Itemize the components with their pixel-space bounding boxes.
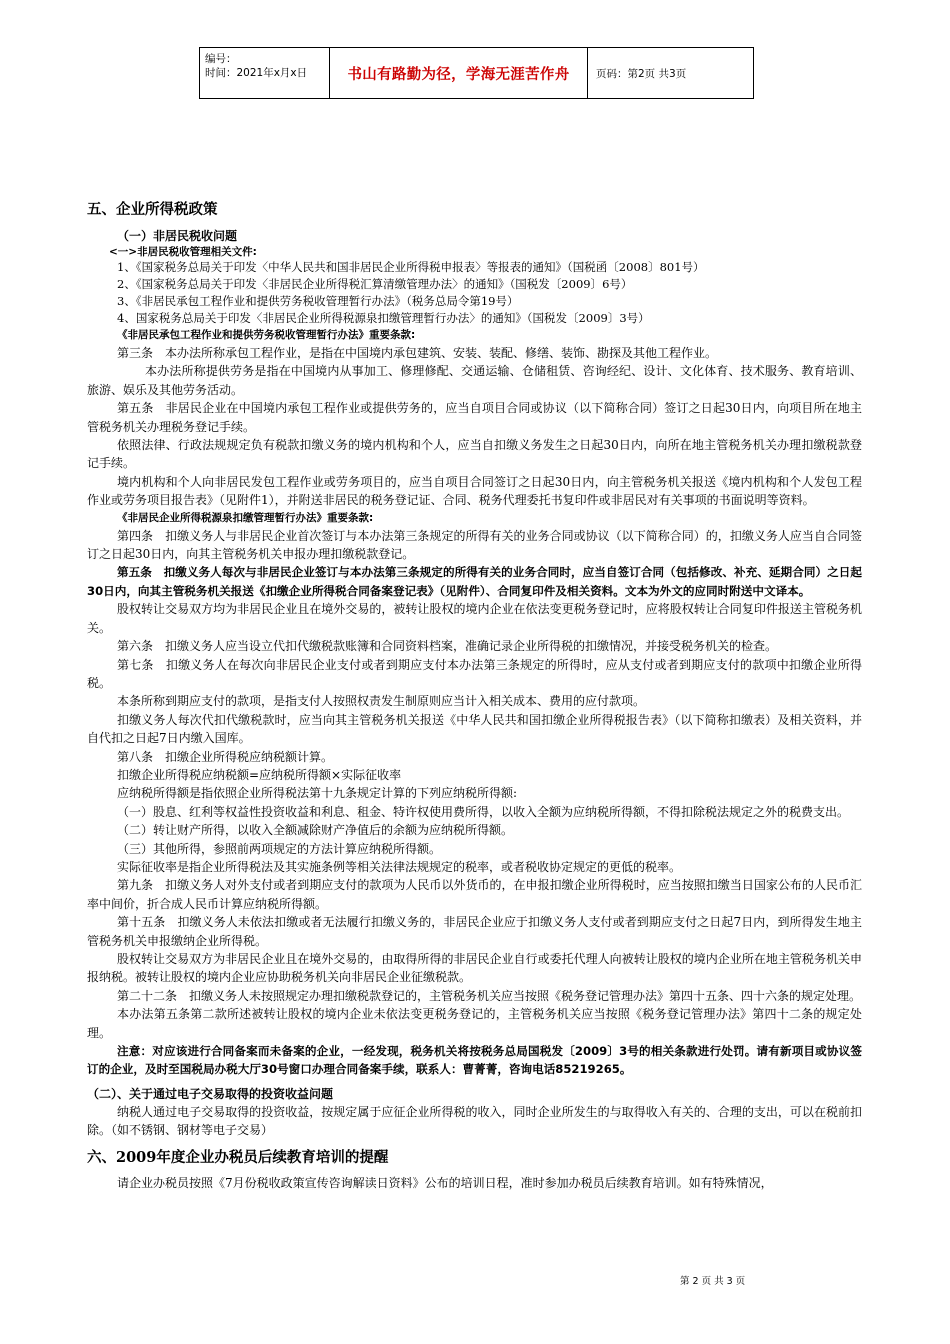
header-number-label: 编号： bbox=[205, 53, 237, 65]
law1-para: 境内机构和个人向非居民发包工程作业或劳务项目的，应当自项目合同签订之日起30日内，向主管税务机关报送《境内机构和个人发包工程作业或劳务项目报告表》（见附件1），并附送非居民的税务登记证、合同、税务代理委托书复印件或非居民对有关事项的书面说明等资料。 bbox=[87, 474, 862, 508]
law2-para: 扣缴企业所得税应纳税额=应纳税所得额×实际征收率 bbox=[117, 767, 402, 782]
docs-list bbox=[87, 259, 862, 327]
header-motto: 书山有路勤为径，学海无涯苦作舟 bbox=[330, 48, 588, 98]
page-header bbox=[199, 47, 754, 99]
list-item: 2、《国家税务总局关于印发〈非居民企业所得税汇算清缴管理办法〉的通知》（国税发〔2009〕6号） bbox=[117, 277, 633, 291]
law2-para: 第九条 扣缴义务人对外支付或者到期应支付的款项为人民币以外货币的，在申报扣缴企业所得税时，应当按照扣缴当日国家公布的人民币汇率中间价，折合成人民币计算应纳税所得额。 bbox=[87, 878, 862, 911]
notice-para: 注意：对应该进行合同备案而未备案的企业，一经发现，税务机关将按税务总局国税发〔2009〕3号的相关条款进行处罚。请有新项目或协议签订的企业，及时至国税局办税大厅30号窗口办理合同备案手续，联系人：曹菁菁，咨询电话85219265。 bbox=[87, 1044, 862, 1077]
page-footer: 第 2 页 共 3 页 bbox=[680, 1276, 746, 1287]
law2-para: 股权转让交易双方为非居民企业且在境外交易的，由取得所得的非居民企业自行或委托代理人向被转让股权的境内企业所在地主管税务机关申报纳税。被转让股权的境内企业应协助税务机关向非居民企业征缴税款。 bbox=[87, 952, 862, 985]
law1-title: 《非居民承包工程作业和提供劳务税收管理暂行办法》重要条款: bbox=[117, 329, 416, 341]
section5-sub2: （二）、关于通过电子交易取得的投资收益问题 bbox=[87, 1086, 334, 1101]
law2-para: 股权转让交易双方均为非居民企业且在境外交易的，被转让股权的境内企业在依法变更税务登记时，应将股权转让合同复印件报送主管税务机关。 bbox=[87, 602, 862, 635]
law2-para: 实际征收率是指企业所得税法及其实施条例等相关法律法规规定的税率，或者税收协定规定的更低的税率。 bbox=[117, 859, 682, 874]
law2-para: 第八条 扣缴企业所得税应纳税额计算。 bbox=[117, 749, 334, 764]
law2-para: 第七条 扣缴义务人在每次向非居民企业支付或者到期应支付本办法第三条规定的所得时，应从支付或者到期应支付的款项中扣缴企业所得税。 bbox=[87, 657, 862, 690]
law2-para: 第四条 扣缴义务人与非居民企业首次签订与本办法第三条规定的所得有关的业务合同或协议（以下简称合同）的，扣缴义务人应当自合同签订之日起30日内，向其主管税务机关申报办理扣缴税款登记。 bbox=[87, 528, 862, 562]
law1-para: 第三条 本办法所称承包工程作业，是指在中国境内承包建筑、安装、装配、修缮、装饰、勘探及其他工程作业。 bbox=[117, 346, 718, 360]
header-date-label: 时间：2021年x月x日 bbox=[205, 67, 308, 79]
law1-para: 本办法所称提供劳务是指在中国境内从事加工、修理修配、交通运输、仓储租赁、咨询经纪、设计、文化体育、技术服务、教育培训、旅游、娱乐及其他劳务活动。 bbox=[87, 364, 862, 397]
document-body bbox=[87, 200, 862, 1192]
section6-para: 请企业办税员按照《7月份税收政策宣传咨询解读日资料》公布的培训日程，准时参加办税员后续教育培训。如有特殊情况， bbox=[117, 1175, 773, 1190]
law2-para: 第二十二条 扣缴义务人未按照规定办理扣缴税款登记的，主管税务机关应当按照《税务登记管理办法》第四十五条、四十六条的规定处理。 bbox=[117, 988, 862, 1003]
sub2-para: 纳税人通过电子交易取得的投资收益，按规定属于应征企业所得税的收入，同时企业所发生的与取得收入有关的、合理的支出，可以在税前扣除。（如不锈钢、钢材等电子交易） bbox=[87, 1104, 862, 1138]
law2-bold-para: 第五条 扣缴义务人每次与非居民企业签订与本办法第三条规定的所得有关的业务合同时，应当自签订合同（包括修改、补充、延期合同）之日起30日内，向其主管税务机关报送《扣缴企业所得税合同备案登记表》（见附件）、合同复印件及相关资料。文本为外文的应同时附送中文译本。 bbox=[87, 565, 862, 598]
docs-title: <一>非居民税收管理相关文件: bbox=[109, 246, 257, 258]
law2-para: 扣缴义务人每次代扣代缴税款时，应当向其主管税务机关报送《中华人民共和国扣缴企业所得税报告表》（以下简称扣缴表）及相关资料，并自代扣之日起7日内缴入国库。 bbox=[87, 712, 862, 746]
section5-title: 五、企业所得税政策 bbox=[87, 202, 218, 218]
section6-title: 六、2009年度企业办税员后续教育培训的提醒 bbox=[87, 1148, 389, 1166]
law2-para: 第六条 扣缴义务人应当设立代扣代缴税款账簿和合同资料档案，准确记录企业所得税的扣缴情况，并接受税务机关的检查。 bbox=[117, 639, 778, 654]
law2-para: 本条所称到期应支付的款项，是指支付人按照权责发生制原则应当计入相关成本、费用的应付款项。 bbox=[117, 694, 646, 709]
law2-para: 应纳税所得额是指依照企业所得税法第十九条规定计算的下列应纳税所得额: bbox=[117, 786, 518, 801]
law2-para: 第十五条 扣缴义务人未依法扣缴或者无法履行扣缴义务的，非居民企业应于扣缴义务人支付或者到期应支付之日起7日内，到所得发生地主管税务机关申报缴纳企业所得税。 bbox=[87, 915, 862, 948]
header-meta bbox=[200, 48, 330, 98]
list-item: 3、《非居民承包工程作业和提供劳务税收管理暂行办法》（税务总局令第19号） bbox=[117, 294, 519, 308]
law2-para: （三）其他所得，参照前两项规定的方法计算应纳税所得额。 bbox=[117, 841, 442, 856]
law1-para: 第五条 非居民企业在中国境内承包工程作业或提供劳务的，应当自项目合同或协议（以下简称合同）签订之日起30日内，向项目所在地主管税务机关办理税务登记手续。 bbox=[87, 401, 862, 434]
header-page-label: 页码：第2页 共3页 bbox=[596, 67, 687, 80]
law2-para: （一）股息、红利等权益性投资收益和利息、租金、特许权使用费所得，以收入全额为应纳税所得额，不得扣除税法规定之外的税费支出。 bbox=[117, 804, 850, 819]
section5-sub1: （一）非居民税收问题 bbox=[117, 229, 238, 243]
list-item: 1、《国家税务总局关于印发〈中华人民共和国非居民企业所得税申报表〉等报表的通知》（国税函〔2008〕801号） bbox=[117, 260, 705, 274]
law2-title: 《非居民企业所得税源泉扣缴管理暂行办法》重要条款: bbox=[117, 511, 374, 524]
list-item: 4、国家税务总局关于印发〈非居民企业所得税源泉扣缴管理暂行办法〉的通知》（国税发〔2009〕3号） bbox=[117, 311, 650, 325]
law1-para: 依照法律、行政法规规定负有税款扣缴义务的境内机构和个人，应当自扣缴义务发生之日起30日内，向所在地主管税务机关办理扣缴税款登记手续。 bbox=[87, 438, 862, 471]
law2-para: （二）转让财产所得，以收入全额减除财产净值后的余额为应纳税所得额。 bbox=[117, 823, 514, 838]
law2-para: 本办法第五条第二款所述被转让股权的境内企业未依法变更税务登记的，主管税务机关应当按照《税务登记管理办法》第四十二条的规定处理。 bbox=[87, 1007, 862, 1040]
